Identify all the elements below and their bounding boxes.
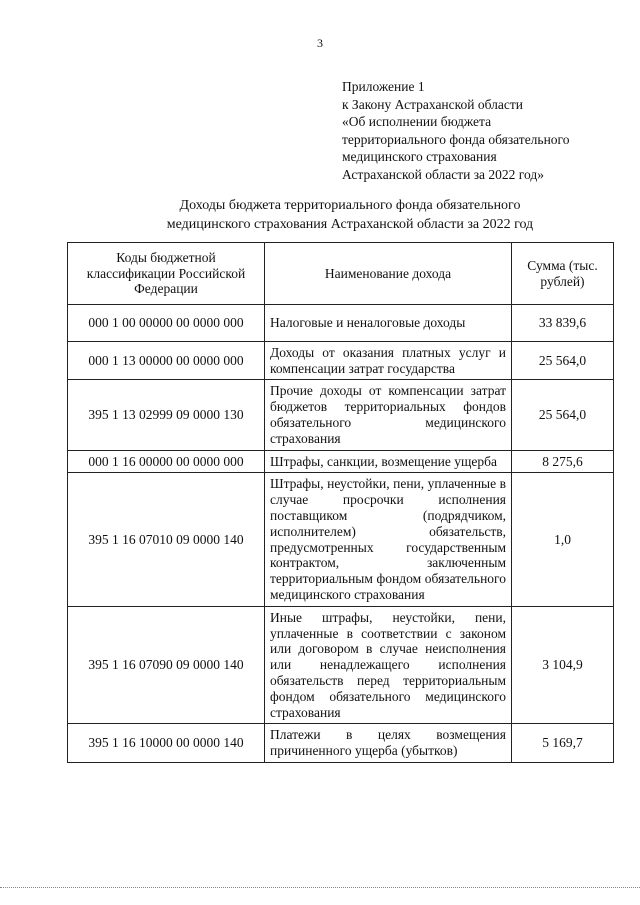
row-sum: 25 564,0 (512, 341, 614, 380)
title-line: Доходы бюджета территориального фонда обязательного (179, 198, 521, 213)
table-row (68, 380, 614, 450)
table-row (68, 341, 614, 380)
table-row (68, 724, 614, 763)
row-name: Платежи в целях возмещения причиненного ущерба (убытков) (265, 724, 512, 763)
title-line: медицинского страхования Астраханской области за 2022 год (166, 217, 534, 232)
row-code: 395 1 16 07090 09 0000 140 (68, 606, 265, 724)
income-table (67, 242, 614, 763)
appendix-line: территориального фонда обязательного (342, 131, 570, 147)
row-name: Прочие доходы от компенсации затрат бюджетов территориальных фондов обязательного медицинского страхования (265, 380, 512, 450)
header-code: Коды бюджетной классификации Российской Федерации (68, 243, 265, 305)
row-sum: 5 169,7 (512, 724, 614, 763)
table-row (68, 473, 614, 606)
table-row (68, 606, 614, 724)
row-name: Штрафы, санкции, возмещение ущерба (265, 450, 512, 473)
row-sum: 3 104,9 (512, 606, 614, 724)
row-name: Штрафы, неустойки, пени, уплаченные в случае просрочки исполнения поставщиком (подрядчиком, исполнителем) обязательств, предусмотренных государственным контрактом, заключенным территориальным фондом обязательного медицинского страхования (265, 473, 512, 606)
table-row (68, 305, 614, 342)
row-sum: 33 839,6 (512, 305, 614, 342)
row-code: 000 1 16 00000 00 0000 000 (68, 450, 265, 473)
row-code: 395 1 13 02999 09 0000 130 (68, 380, 265, 450)
header-name: Наименование дохода (265, 243, 512, 305)
row-name: Налоговые и неналоговые доходы (265, 305, 512, 342)
row-code: 000 1 13 00000 00 0000 000 (68, 341, 265, 380)
page-bottom-divider (0, 887, 640, 888)
appendix-line: к Закону Астраханской области (342, 96, 524, 112)
row-code: 395 1 16 10000 00 0000 140 (68, 724, 265, 763)
row-sum: 25 564,0 (512, 380, 614, 450)
row-name: Доходы от оказания платных услуг и компенсации затрат государства (265, 341, 512, 380)
appendix-header (342, 78, 627, 183)
document-title (40, 196, 640, 234)
row-sum: 1,0 (512, 473, 614, 606)
row-sum: 8 275,6 (512, 450, 614, 473)
row-name: Иные штрафы, неустойки, пени, уплаченные в соответствии с законом или договором в случае неисполнения или ненадлежащего исполнения обязательств перед территориальным фондом обязательного медицинского страхования (265, 606, 512, 724)
appendix-line: медицинского страхования (342, 149, 497, 164)
row-code: 395 1 16 07010 09 0000 140 (68, 473, 265, 606)
table-row (68, 450, 614, 473)
table-header-row (68, 243, 614, 305)
header-sum: Сумма (тыс. рублей) (512, 243, 614, 305)
appendix-line: Приложение 1 (342, 79, 425, 94)
row-code: 000 1 00 00000 00 0000 000 (68, 305, 265, 342)
appendix-line: «Об исполнении бюджета (342, 114, 492, 129)
appendix-line: Астраханской области за 2022 год» (342, 166, 544, 182)
page-number: 3 (317, 36, 323, 50)
